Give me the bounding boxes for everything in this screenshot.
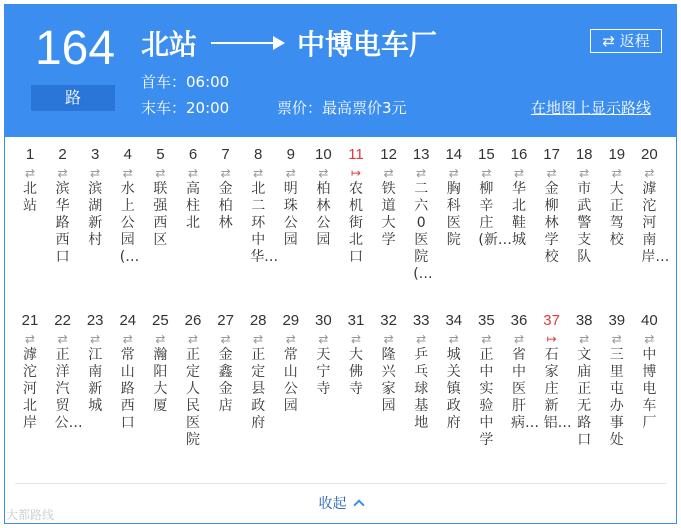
stop-item[interactable] [341, 145, 371, 266]
stop-name: 滹沱河北岸 [23, 347, 37, 431]
stop-number: 39 [608, 312, 626, 329]
stop-item[interactable] [15, 311, 45, 432]
bidirectional-icon: ⇄ [416, 332, 427, 346]
stop-number: 26 [184, 312, 202, 329]
stop-name: 常山路西口 [120, 347, 135, 431]
stop-item[interactable] [80, 145, 110, 249]
stop-item[interactable] [406, 145, 436, 283]
bidirectional-icon: ⇄ [318, 332, 329, 346]
stop-name: 乒乓球基地 [414, 347, 429, 431]
stop-item[interactable] [634, 145, 670, 266]
stop-name: 北二环中华… [250, 181, 279, 265]
bidirectional-icon: ⇄ [57, 332, 68, 346]
collapse-button[interactable] [5, 493, 676, 513]
end-terminal: 中博电车厂 [297, 28, 438, 61]
stop-number: 9 [286, 146, 295, 163]
stop-item[interactable] [341, 311, 371, 398]
stop-number: 37 [543, 312, 560, 329]
bidirectional-icon: ⇄ [57, 166, 68, 180]
bidirectional-icon: ⇄ [155, 166, 166, 180]
stop-name: 金柏林 [218, 181, 233, 231]
stop-number: 16 [510, 146, 528, 163]
stop-name: 正定人民医院 [186, 347, 200, 448]
stop-name: 天宁寺 [316, 347, 331, 397]
bidirectional-icon: ⇄ [644, 166, 655, 180]
stop-item[interactable] [48, 311, 83, 432]
stop-item[interactable] [308, 145, 338, 249]
stop-name: 城关镇政府 [446, 347, 461, 431]
stop-number: 30 [315, 312, 332, 329]
stop-number: 2 [58, 146, 67, 163]
bidirectional-icon: ⇄ [318, 166, 329, 180]
stop-number: 13 [412, 146, 430, 163]
stop-number: 22 [54, 312, 71, 329]
show-on-map-link[interactable]: 在地图上显示路线 [531, 99, 652, 117]
stop-name: 农机街北口 [349, 181, 363, 265]
bidirectional-icon: ⇄ [253, 166, 264, 180]
stop-name: 金柳林学校 [544, 181, 559, 265]
stop-name: 金鑫金店 [218, 347, 233, 414]
stop-item[interactable] [504, 145, 534, 249]
bidirectional-icon: ⇄ [448, 166, 459, 180]
stops-row-2 [15, 311, 665, 471]
bidirectional-icon: ⇄ [220, 332, 231, 346]
stop-name: 中博电车厂 [642, 347, 657, 431]
stop-number: 12 [380, 146, 397, 163]
stop-number: 36 [510, 312, 528, 329]
bidirectional-icon: ⇄ [285, 166, 296, 180]
stop-item[interactable] [537, 311, 572, 432]
bidirectional-icon: ⇄ [285, 332, 296, 346]
stop-number: 27 [217, 312, 234, 329]
stop-name: 滨湖新村 [88, 181, 103, 248]
bidirectional-icon: ⇄ [546, 166, 557, 180]
stop-number: 24 [119, 312, 137, 329]
stop-item[interactable] [145, 311, 175, 415]
bidirectional-icon: ⇄ [513, 166, 525, 180]
bidirectional-icon: ⇄ [383, 332, 394, 346]
stop-number: 20 [641, 146, 658, 163]
stop-name: 柏林公园 [316, 181, 331, 248]
stop-item[interactable] [537, 145, 567, 266]
stop-number: 14 [445, 146, 463, 163]
bidirectional-icon: ⇄ [644, 332, 655, 346]
stop-name: 石家庄新铝… [543, 347, 572, 431]
stop-name: 水上公园(… [119, 181, 140, 265]
first-bus-time: 首车：06:00 [141, 73, 230, 91]
stop-number: 4 [123, 146, 132, 163]
stop-name: 明珠公园 [283, 181, 298, 248]
stop-item[interactable] [276, 311, 306, 415]
divider [15, 483, 666, 484]
stop-item[interactable] [569, 311, 599, 449]
stop-item[interactable] [178, 311, 208, 449]
stop-item[interactable] [602, 145, 632, 249]
stop-item[interactable] [48, 145, 78, 266]
route-unit-label: 路 [31, 85, 115, 111]
bidirectional-icon: ⇄ [24, 332, 36, 346]
bidirectional-icon: ⇄ [611, 166, 622, 180]
stop-number: 33 [412, 312, 430, 329]
bus-position-icon: ↦ [546, 332, 557, 346]
stop-item[interactable] [145, 145, 175, 249]
stop-item[interactable] [439, 311, 469, 432]
stop-item[interactable] [243, 311, 273, 432]
chevron-up-icon [353, 499, 364, 510]
stop-item[interactable] [471, 145, 512, 249]
stops-row-1 [15, 145, 670, 305]
bidirectional-icon: ⇄ [90, 332, 101, 346]
bidirectional-icon: ⇄ [579, 332, 590, 346]
stop-name: 胸科医院 [446, 181, 461, 248]
stop-number: 32 [380, 312, 397, 329]
bidirectional-icon: ⇄ [481, 166, 492, 180]
stop-number: 23 [86, 312, 104, 329]
stop-item[interactable] [178, 145, 208, 232]
stop-item[interactable] [113, 311, 143, 432]
bidirectional-icon: ⇄ [187, 332, 199, 346]
stop-item[interactable] [308, 311, 338, 398]
stop-name: 常山公园 [283, 347, 298, 414]
stop-number: 19 [608, 146, 626, 163]
swap-icon: ⇄ [602, 32, 620, 50]
stop-name: 正洋汽贸公… [54, 347, 83, 431]
stop-item[interactable] [113, 145, 143, 266]
start-terminal: 北站 [141, 28, 198, 61]
stop-number: 7 [221, 146, 230, 163]
stop-name: 华北鞋城 [512, 181, 526, 248]
stop-item[interactable] [80, 311, 110, 415]
stop-item[interactable] [374, 311, 404, 415]
stop-name: 北站 [23, 181, 37, 214]
bidirectional-icon: ⇄ [350, 332, 362, 346]
stop-name: 隆兴家园 [381, 347, 396, 414]
stop-number: 18 [575, 146, 593, 163]
bidirectional-icon: ⇄ [122, 332, 133, 346]
stop-number: 31 [347, 312, 365, 329]
stop-name: 文庙正无路口 [577, 347, 592, 448]
stop-item[interactable] [504, 311, 539, 432]
bidirectional-icon: ⇄ [481, 332, 492, 346]
stop-number: 17 [543, 146, 560, 163]
bidirectional-icon: ⇄ [155, 332, 166, 346]
stop-item[interactable] [374, 145, 404, 249]
stop-name: 滹沱河南岸… [641, 181, 670, 265]
bidirectional-icon: ⇄ [220, 166, 231, 180]
collapse-label: 收起 [318, 496, 347, 512]
bidirectional-icon: ⇄ [122, 166, 133, 180]
stop-item[interactable] [569, 145, 599, 266]
stop-number: 1 [25, 146, 35, 163]
bus-route-card [4, 4, 677, 524]
watermark: 大都路线 [6, 508, 55, 522]
stop-number: 40 [641, 312, 658, 329]
bidirectional-icon: ⇄ [383, 166, 394, 180]
stop-name: 二六0医院(… [413, 181, 433, 282]
stop-number: 34 [445, 312, 463, 329]
stop-item[interactable] [211, 311, 241, 415]
stop-number: 28 [249, 312, 267, 329]
stop-item[interactable] [243, 145, 279, 266]
stop-number: 15 [478, 146, 495, 163]
bidirectional-icon: ⇄ [187, 166, 199, 180]
stop-item[interactable] [211, 145, 241, 232]
route-header [5, 5, 676, 137]
stop-item[interactable] [602, 311, 632, 449]
stop-name: 柳辛庄(新… [478, 181, 512, 248]
stop-name: 正中实验中学 [479, 347, 494, 448]
bidirectional-icon: ⇄ [253, 332, 264, 346]
stop-name: 滨华路西口 [55, 181, 70, 265]
stop-number: 38 [575, 312, 593, 329]
route-terminals [141, 25, 437, 61]
bidirectional-icon: ⇄ [24, 166, 36, 180]
stop-number: 11 [348, 146, 364, 163]
direction-arrow-icon [211, 42, 283, 44]
stop-item[interactable] [471, 311, 501, 449]
bidirectional-icon: ⇄ [448, 332, 459, 346]
stop-name: 大正驾校 [609, 181, 624, 248]
stop-name: 大佛寺 [349, 347, 363, 397]
stop-name: 瀚阳大厦 [153, 347, 168, 414]
stop-number: 10 [315, 146, 332, 163]
stop-number: 8 [254, 146, 263, 163]
bidirectional-icon: ⇄ [513, 332, 525, 346]
stop-name: 三里屯办事处 [609, 347, 624, 448]
stop-item[interactable] [15, 145, 45, 215]
bidirectional-icon: ⇄ [611, 332, 622, 346]
stop-item[interactable] [634, 311, 664, 432]
stop-number: 6 [188, 146, 198, 163]
bidirectional-icon: ⇄ [416, 166, 427, 180]
return-trip-label: 返程 [619, 32, 650, 50]
route-number: 164 [34, 22, 116, 75]
stop-number: 25 [152, 312, 169, 329]
stop-item[interactable] [439, 145, 469, 249]
stop-item[interactable] [276, 145, 306, 249]
stop-number: 35 [478, 312, 495, 329]
stop-item[interactable] [406, 311, 436, 432]
bidirectional-icon: ⇄ [579, 166, 590, 180]
last-bus-time: 末车：20:00 [141, 99, 230, 117]
bidirectional-icon: ⇄ [90, 166, 101, 180]
stop-name: 联强西区 [153, 181, 168, 248]
return-trip-button[interactable] [590, 29, 662, 53]
stop-number: 3 [91, 146, 100, 163]
stop-name: 正定县政府 [251, 347, 266, 431]
stop-name: 铁道大学 [381, 181, 396, 248]
stop-name: 江南新城 [88, 347, 103, 414]
fare-info: 票价：最高票价3元 [277, 99, 407, 117]
stop-name: 省中医肝病… [511, 347, 539, 431]
stop-number: 21 [21, 312, 39, 329]
stop-name: 市武警支队 [577, 181, 592, 265]
stop-name: 高柱北 [186, 181, 200, 231]
stop-number: 5 [156, 146, 165, 163]
stop-number: 29 [282, 312, 300, 329]
bus-position-icon: ↦ [350, 166, 362, 180]
